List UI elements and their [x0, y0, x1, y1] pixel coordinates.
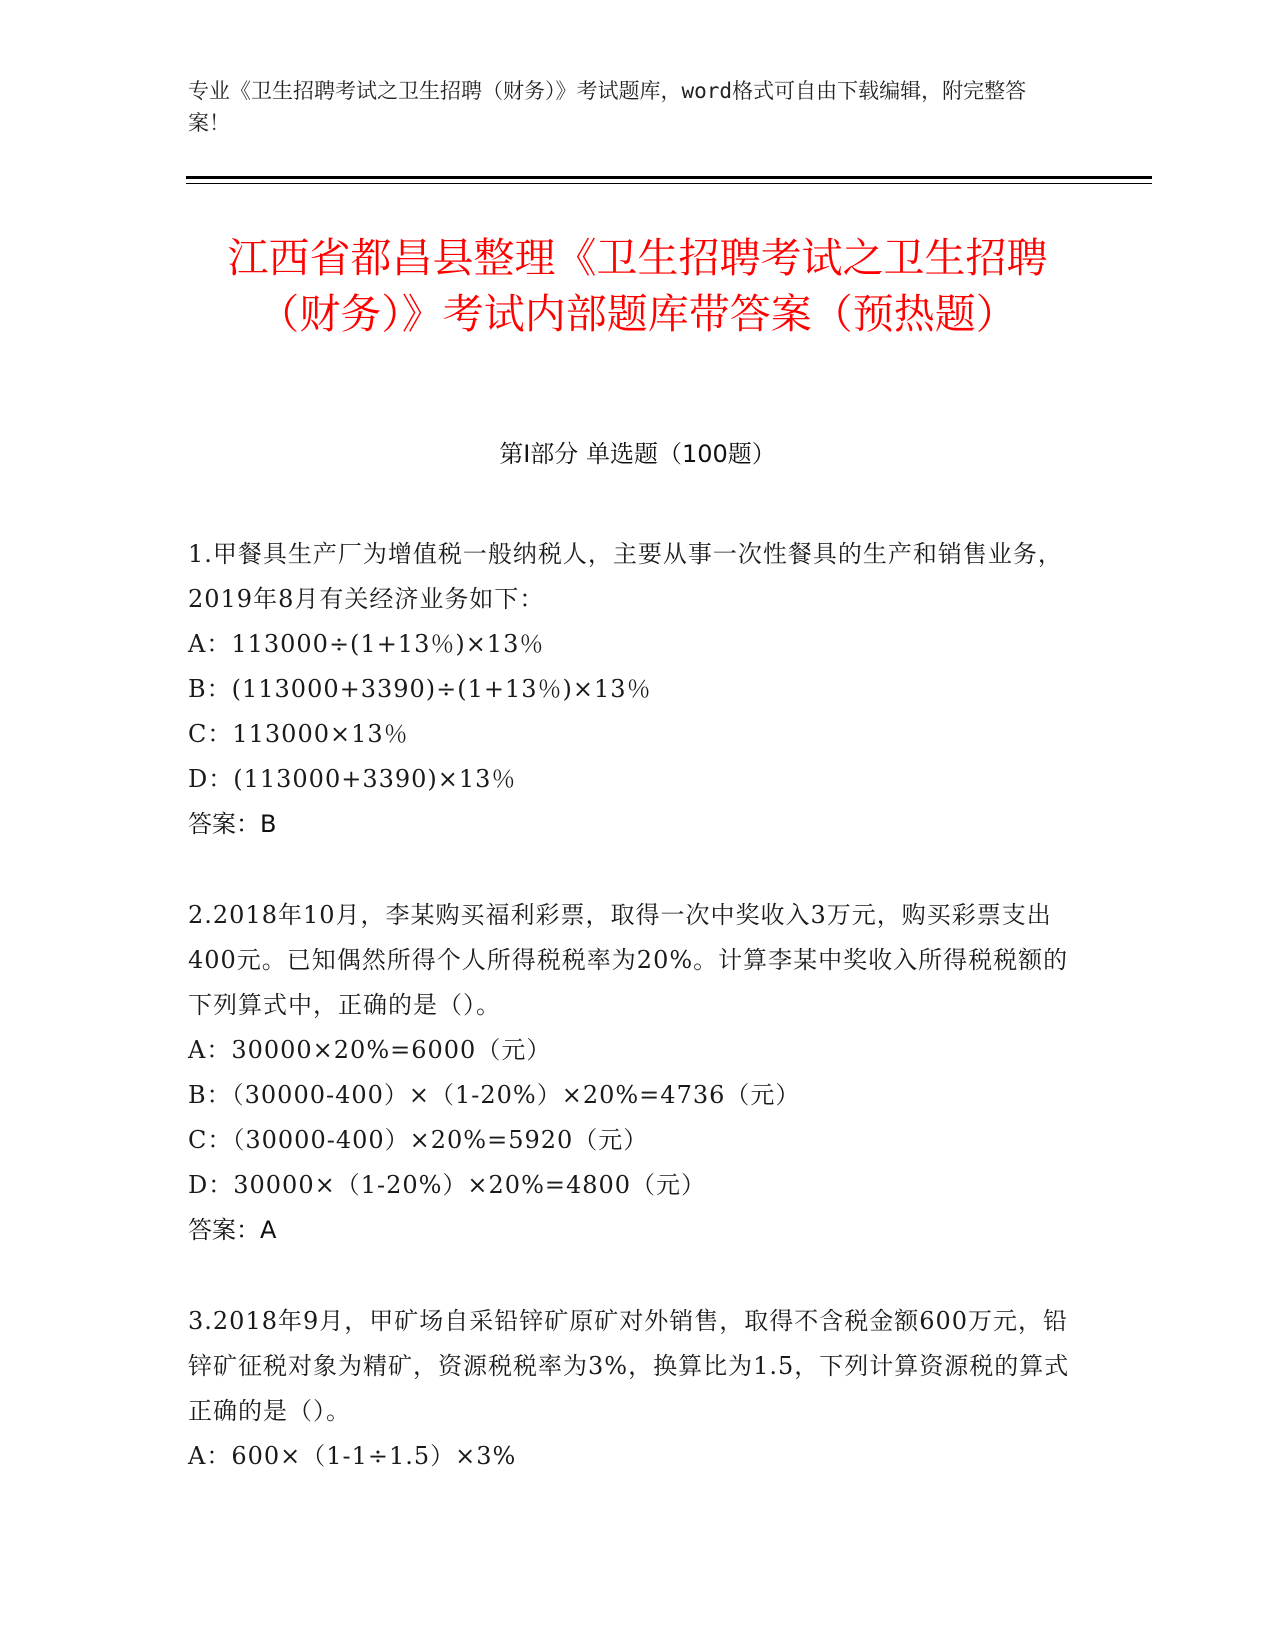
question-stem: 3.2018年9月，甲矿场自采铅锌矿原矿对外销售，取得不含税金额600万元，铅锌矿征税对象为精矿，资源税税率为3%，换算比为1.5，下列计算资源税的算式正确的是（）。: [188, 1307, 1070, 1425]
question-stem: 1.甲餐具生产厂为增值税一般纳税人，主要从事一次性餐具的生产和销售业务，2019年8月有关经济业务如下：: [188, 540, 1063, 613]
header-divider-thin: [186, 183, 1152, 184]
option-c: C：（30000-400）×20%=5920（元）: [188, 1126, 649, 1154]
option-d: D：(113000+3390)×13％: [188, 765, 517, 793]
option-a: A：113000÷(1+13％)×13％: [188, 630, 545, 658]
question-stem: 2.2018年10月，李某购买福利彩票，取得一次中奖收入3万元，购买彩票支出400元。已知偶然所得个人所得税税率为20%。计算李某中奖收入所得税税额的下列算式中，正确的是（）。: [188, 901, 1069, 1019]
answer-line: 答案：B: [188, 810, 277, 838]
option-d: D：30000×（1-20%）×20%=4800（元）: [188, 1171, 707, 1199]
question-list: [188, 532, 1088, 1525]
question-2: [188, 893, 1088, 1253]
option-b: B：（30000-400）×（1-20%）×20%=4736（元）: [188, 1081, 801, 1109]
header-divider-thick: [186, 176, 1152, 179]
option-a: A：30000×20%=6000（元）: [188, 1036, 552, 1064]
question-3: [188, 1299, 1088, 1479]
option-b: B：(113000+3390)÷(1+13％)×13％: [188, 675, 652, 703]
section-heading: 第Ⅰ部分 单选题（100题）: [499, 440, 776, 468]
option-c: C：113000×13％: [188, 720, 409, 748]
question-1: [188, 532, 1088, 847]
header-note: 专业《卫生招聘考试之卫生招聘（财务）》考试题库，word格式可自由下载编辑，附完整答案！: [188, 79, 1027, 135]
option-a: A：600×（1-1÷1.5）×3%: [188, 1442, 517, 1470]
answer-line: 答案：A: [188, 1216, 277, 1244]
document-title: 江西省都昌县整理《卫生招聘考试之卫生招聘（财务）》考试内部题库带答案（预热题）: [227, 234, 1048, 338]
